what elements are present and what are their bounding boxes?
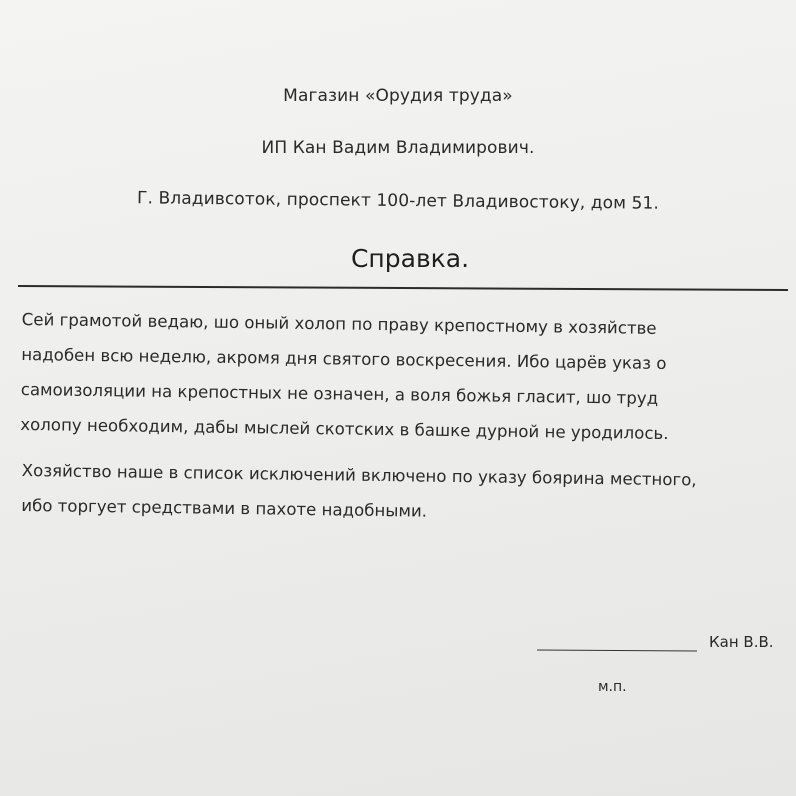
paragraph-line: Хозяйство наше в список исключений включено по указу боярина местного, <box>21 460 697 490</box>
paragraph-line: ибо торгует средствами в пахоте надобными. <box>21 495 428 521</box>
paragraph-line: надобен всю неделю, акромя дня святого воскресения. Ибо царёв указ о <box>21 344 667 374</box>
title-divider <box>18 285 788 291</box>
signatory-name: Кан В.В. <box>709 633 774 651</box>
document-title: Справка. <box>350 244 470 273</box>
shop-name: Магазин «Орудия труда» <box>283 86 513 106</box>
paragraph-line: самоизоляции на крепостных не означен, а воля божья гласит, шо труд <box>20 379 659 408</box>
paragraph-exemption <box>21 453 792 534</box>
shop-address: Г. Владивсоток, проспект 100-лет Владивостоку, дом 51. <box>136 188 660 214</box>
stamp-place-mark: м.п. <box>598 679 627 695</box>
paragraph-line: Сей грамотой ведаю, шо оный холоп по праву крепостному в хозяйстве <box>21 309 657 338</box>
paragraph-line: холопу необходим, дабы мыслей скотских в башке дурной не уродилось. <box>20 414 669 444</box>
owner-name: ИП Кан Вадим Владимирович. <box>261 138 535 158</box>
signature-line <box>537 649 697 651</box>
paragraph-main <box>20 302 792 453</box>
